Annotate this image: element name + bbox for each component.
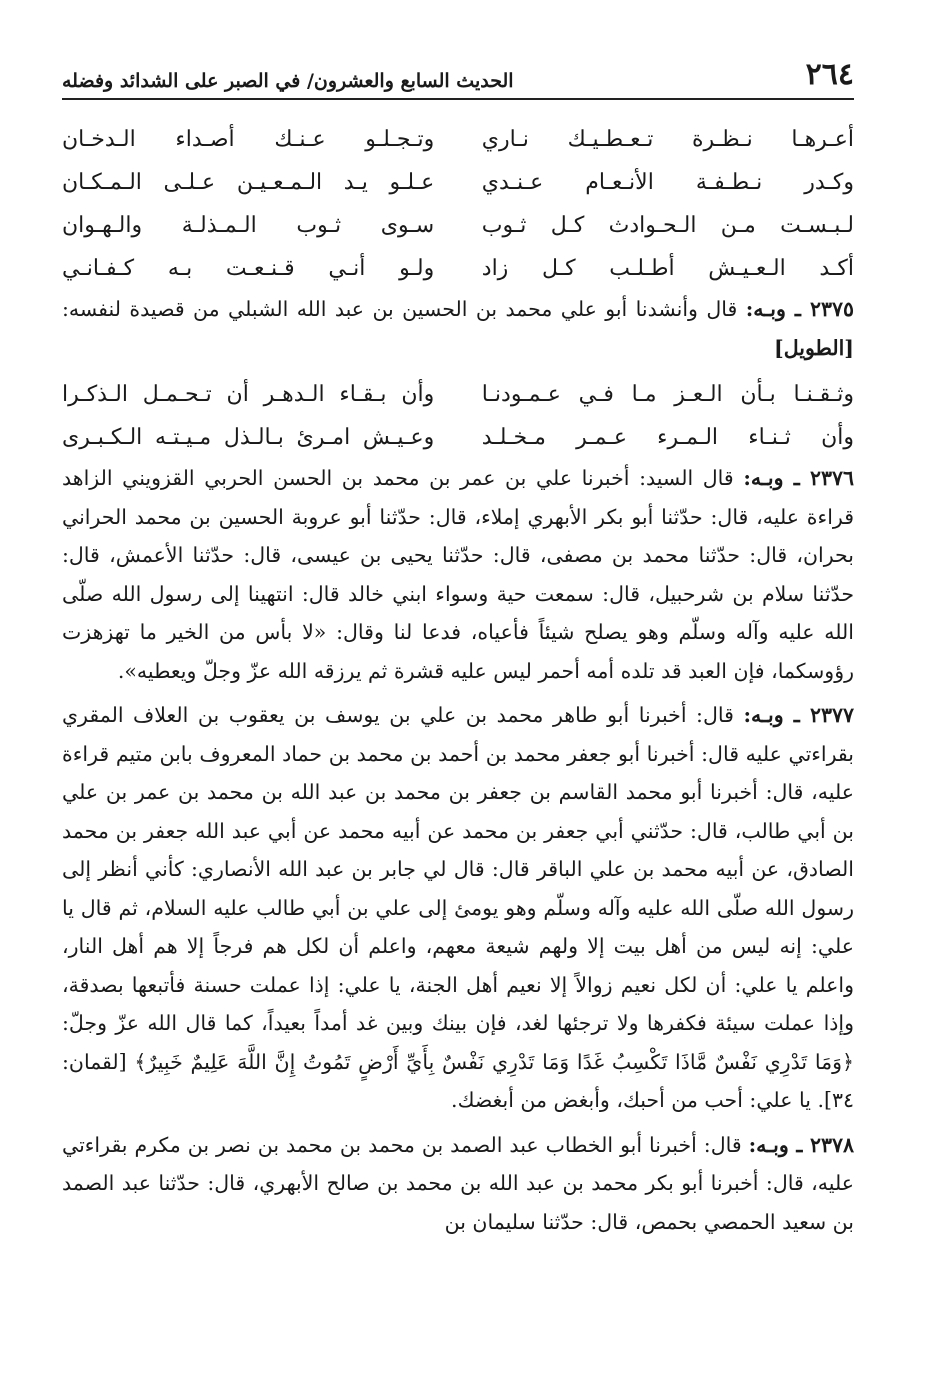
- poem-hemistich-right: أكـد الـعـيـش أطـلـب كـل زاد: [481, 256, 854, 281]
- hadith-2377: [62, 696, 854, 1120]
- poem-hemistich-right: أعـرهـا نـظـرة تـعـطـيـك نـاري: [481, 127, 854, 152]
- hadith-text: قال السيد: أخبرنا علي بن عمر بن محمد بن الحسن الحربي القزويني الزاهد قراءة عليه، قال: حدّثنا أبو بكر الأبهري إملاء، قال: حدّثنا أبو عروبة الحسين بن محمد الحراني بحران، قال: حدّثنا محمد بن مصفى، قال: حدّثنا يحيى بن عيسى، قال: حدّثنا الأعمش، قال: حدّثنا سلام بن شرحبيل، قال: سمعت حية وسواء ابني خالد قال: انتهينا إلى رسول الله صلّى الله عليه وآله وسلّم وهو يصلح شيئاً فأعياه، فدعا لنا وقال: «لا بأس من الخير ما تهزهزت رؤوسكما، فإن العبد قد تلده أمه أحمر ليس عليه قشرة ثم يرزقه الله عزّ وجلّ ويعطيه».: [62, 466, 854, 683]
- poem-line: [62, 373, 854, 416]
- poem-2: [62, 373, 854, 459]
- hadith-2376: [62, 459, 854, 690]
- running-title: الحديث السابع والعشرون/ في الصبر على الشدائد وفضله: [62, 70, 514, 92]
- poem-hemistich-right: وثـقـنـا بـأن الـعـز مـا فـي عـمـودنـا: [481, 382, 854, 407]
- hadith-number: ٢٣٧٥ ـ وبـه:: [745, 297, 854, 321]
- poem-hemistich-left: عـلـو يـد الـمـعـيـن عـلـى الـمـكـان: [62, 170, 435, 195]
- poem-1: [62, 118, 854, 290]
- hadith-text: قال: أخبرنا أبو طاهر محمد بن علي بن يوسف بن يعقوب بن العلاف المقري بقراءتي عليه قال: أخبرنا أبو جعفر محمد بن أحمد بن محمد بن حماد المعروف بابن متيم قراءة عليه، قال: أخبرنا أبو محمد القاسم بن جعفر بن محمد بن عبد الله بن محمد بن عمر بن علي بن أبي طالب، قال: حدّثني أبي جعفر بن محمد عن أبيه محمد عن أبي عبد الله جعفر بن محمد الصادق، عن أبيه محمد بن علي الباقر قال: قال لي جابر بن عبد الله الأنصاري: كأني أنظر إلى رسول الله صلّى الله عليه وآله وسلّم وهو يومئ إلى علي بن أبي طالب عليه السلام، ثم قال يا علي: إنه ليس من أهل بيت إلا ولهم شيعة معهم، واعلم أن لكل هم فرجاً إلا هم أهل النار، واعلم يا علي: أن لكل نعيم زوالاً إلا نعيم أهل الجنة، يا علي: إذا عملت حسنة فأتبعها بصدقة، وإذا عملت سيئة فكفرها ولا ترجئها لغد، فإن بينك وبين غد أمداً بعيداً، كما قال الله عزّ وجلّ:: [62, 703, 854, 1035]
- poem-hemistich-left: وعـيـش امـرئ بـالـذل مـيـتـه الـكـبـرى: [62, 425, 435, 450]
- page-number: ٢٦٤: [805, 57, 854, 92]
- poem-line: [62, 161, 854, 204]
- poem-hemistich-left: وتـجـلـو عـنـك أصـداء الـدخـان: [62, 127, 435, 152]
- poem-hemistich-left: وأن بـقـاء الـدهـر أن تـحـمـل الـذكـرا: [62, 382, 435, 407]
- poem-hemistich-left: سـوى ثـوب الـمـذلـة والـهـوان: [62, 213, 435, 238]
- hadith-2378: [62, 1126, 854, 1242]
- poem-hemistich-right: وأن ثـنـاء الـمـرء عـمـر مـخـلـد: [481, 425, 854, 450]
- hadith-text: قال: أخبرنا أبو الخطاب عبد الصمد بن محمد بن محمد بن نصر بن مكرم بقراءتي عليه، قال: أخبرنا أبو بكر محمد بن عبد الله بن محمد بن صالح الأبهري، قال: حدّثنا عبد الصمد بن سعيد الحمصي بحمص، قال: حدّثنا سليمان بن: [62, 1132, 854, 1234]
- quran-verse: ﴿وَمَا تَدْرِي نَفْسٌ مَّاذَا تَكْسِبُ غَدًا وَمَا تَدْرِي نَفْسٌ بِأَيِّ أَرْضٍ تَمُوتُ إِنَّ اللَّهَ عَلِيمٌ خَبِيرٌ﴾: [134, 1049, 854, 1074]
- hadith-number: ٢٣٧٦ ـ وبـه:: [743, 466, 854, 490]
- poem-line: [62, 204, 854, 247]
- hadith-text: قال وأنشدنا أبو علي محمد بن الحسين بن عبد الله الشبلي من قصيدة لنفسه:: [62, 297, 738, 321]
- poem-hemistich-right: لـبـسـت مـن الـحـوادث كـل ثـوب: [481, 213, 854, 238]
- poem-line: [62, 416, 854, 459]
- page-header: [62, 58, 854, 100]
- poem-meter: [الطويل]: [774, 335, 854, 360]
- page: [62, 58, 854, 1241]
- poem-hemistich-right: وكـدر نـطـفـة الأنـعـام عـنـدي: [481, 170, 854, 195]
- poem-line: [62, 118, 854, 161]
- poem-hemistich-left: ولـو أنـي قـنـعـت بـه كـفـانـي: [62, 256, 435, 281]
- hadith-number: ٢٣٧٧ ـ وبـه:: [743, 703, 854, 727]
- quran-citation: [لقمان: ٣٤].: [62, 1049, 854, 1112]
- hadith-2375: [62, 290, 854, 367]
- hadith-tail: يا علي: أحب من أحبك، وأبغض من أبغضك.: [451, 1088, 811, 1112]
- hadith-number: ٢٣٧٨ ـ وبـه:: [748, 1132, 854, 1157]
- poem-line: [62, 247, 854, 290]
